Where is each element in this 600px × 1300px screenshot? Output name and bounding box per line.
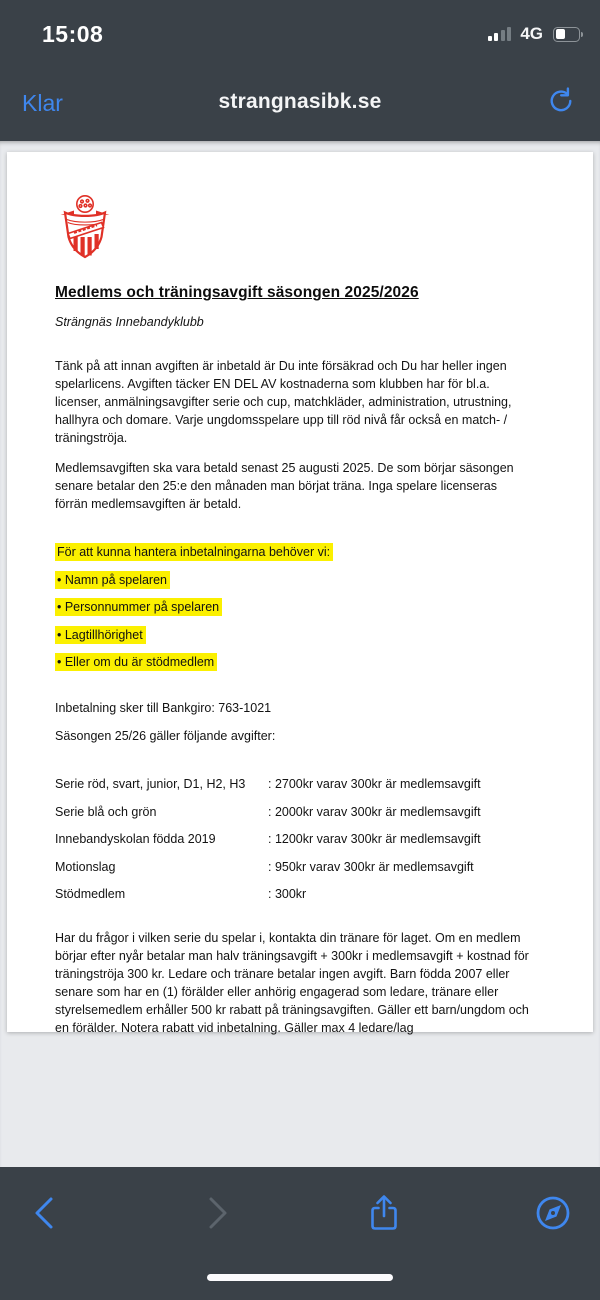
highlighted-requirements (55, 543, 555, 671)
chevron-back-icon[interactable] (26, 1193, 66, 1233)
bankgiro-line: Inbetalning sker till Bankgiro: 763-1021 (55, 701, 272, 715)
browser-bottom-toolbar (0, 1167, 600, 1300)
fee-row: Motionslag : 950kr varav 300kr är medlemsavgift (55, 859, 474, 874)
status-bar (0, 0, 600, 62)
club-name: Strängnäs Innebandyklubb (55, 315, 204, 329)
web-viewport[interactable] (0, 141, 600, 1167)
intro-paragraph: Tänk på att innan avgiften är inbetald är Du inte försäkrad och Du har heller ingen spelarlicens. Avgiften täcker EN DEL AV kostnaderna som klubben har för bl.a. licenser, anmälningsavgifter serie och cup, matchkläder, administration, utrustning, hallhyra och domare. Varje ungdomsspelare upp till röd nivå får också en match- / träningströja. (55, 359, 512, 445)
share-icon[interactable] (364, 1193, 404, 1233)
fee-table (55, 775, 555, 903)
season-line: Säsongen 25/26 gäller följande avgifter: (55, 729, 276, 743)
highlight-item: • Eller om du är stödmedlem (55, 653, 555, 671)
fee-row: Serie blå och grön : 2000kr varav 300kr är medlemsavgift (55, 804, 481, 819)
fee-row: Innebandyskolan födda 2019 : 1200kr varav 300kr är medlemsavgift (55, 832, 481, 846)
url-title[interactable]: strangnasibk.se (218, 89, 382, 113)
document-page (7, 152, 593, 1035)
highlight-item: • Namn på spelaren (55, 571, 555, 589)
done-button[interactable]: Klar (22, 90, 63, 116)
compass-icon[interactable] (533, 1193, 573, 1233)
chevron-forward-icon[interactable] (196, 1193, 236, 1233)
page-title: Medlems och träningsavgift säsongen 2025/2026 (55, 284, 419, 301)
battery-icon (553, 27, 584, 42)
deadline-paragraph: Medlemsavgiften ska vara betald senast 25 augusti 2025. De som börjar säsongen senare betalar den 25:e den månaden man börjat träna. Inga spelare licenseras förrän medlemsavgiften är betald. (55, 461, 514, 511)
club-crest-logo (55, 194, 115, 260)
cellular-signal-icon (488, 27, 512, 41)
highlight-item: • Personnummer på spelaren (55, 598, 555, 616)
reload-icon[interactable] (546, 86, 576, 116)
home-indicator[interactable] (207, 1274, 393, 1281)
network-type-label: 4G (520, 24, 543, 43)
clock: 15:08 (42, 20, 104, 47)
fee-row: Serie röd, svart, junior, D1, H2, H3 : 2700kr varav 300kr är medlemsavgift (55, 777, 481, 791)
fee-row: Stödmedlem : 300kr (55, 887, 307, 901)
safari-nav-bar (0, 62, 600, 141)
closing-paragraph: Har du frågor i vilken serie du spelar i, kontakta din tränare för laget. Om en medlem börjar efter nyår betalar man halv träningsavgift + 300kr i medlemsavgift + kostnad för träningströja 300 kr. Ledare och tränare betalar ingen avgift. Barn födda 2007 eller senare som har en (1) förälder eller anhörig engagerad som ledare, tränare eller styrelsemedlem erhåller 500 kr rabatt på träningsavgiften. Gäller ett barn/ungdom och en förälder. Notera rabatt vid inbetalning. Gäller max 4 ledare/lag (55, 931, 529, 1035)
highlight-item: • Lagtillhörighet (55, 626, 555, 644)
highlight-intro: För att kunna hantera inbetalningarna behöver vi: (55, 543, 555, 561)
browser-top-chrome (0, 0, 600, 141)
